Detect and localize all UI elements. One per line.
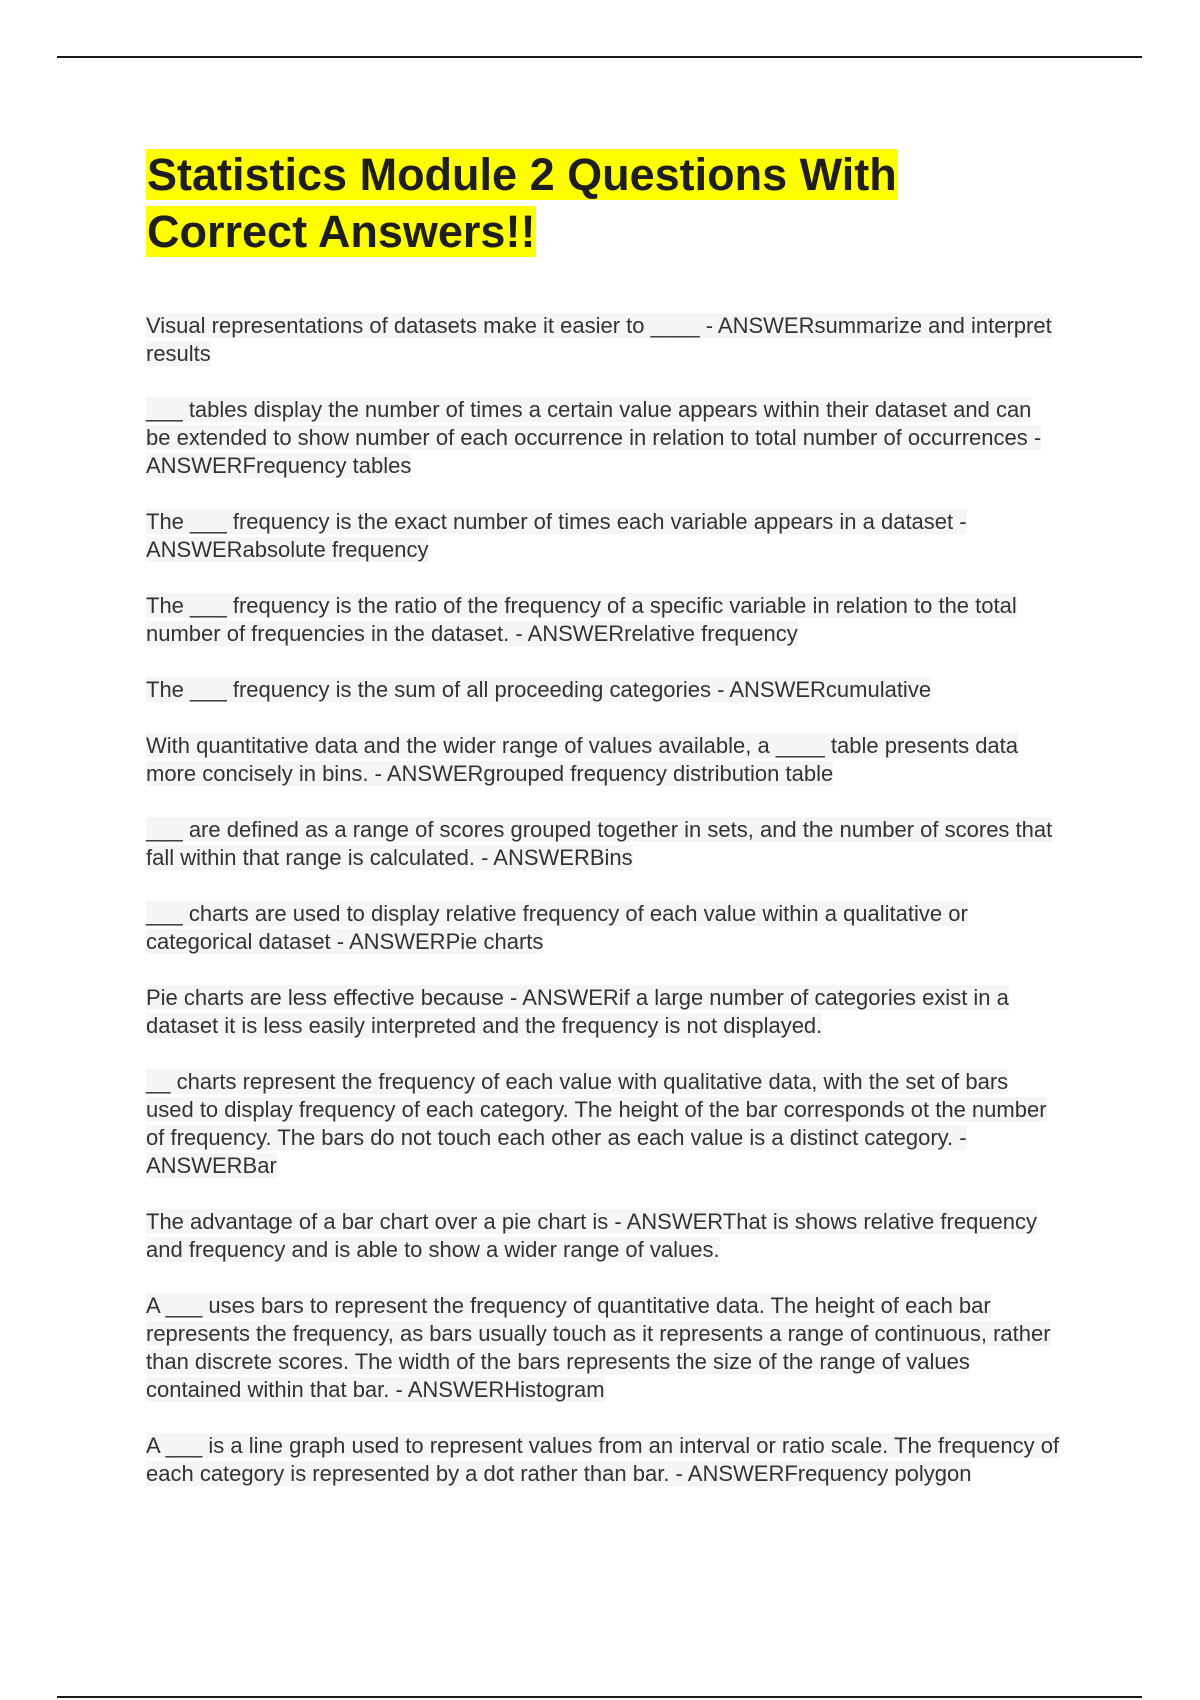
- title-text: Statistics Module 2 Questions With Correct Answers!!: [147, 149, 897, 257]
- qa-item: [146, 1208, 1061, 1264]
- qa-text: Pie charts are less effective because - ANSWERif a large number of categories exist in a dataset it is less easily interpreted and the frequency is not displayed.: [146, 985, 1009, 1038]
- qa-text: __ charts represent the frequency of each value with qualitative data, with the set of bars used to display frequency of each category. The height of the bar corresponds ot the number of frequency. The bars do not touch each other as each value is a distinct category. - ANSWERBar: [146, 1069, 1047, 1178]
- document-body: [146, 146, 1061, 1516]
- qa-item: [146, 732, 1061, 788]
- qa-text: With quantitative data and the wider range of values available, a ____ table presents data more concisely in bins. - ANSWERgrouped frequency distribution table: [146, 733, 1019, 786]
- qa-text: The ___ frequency is the exact number of times each variable appears in a dataset - ANSWERabsolute frequency: [146, 509, 967, 562]
- bottom-divider: [57, 1696, 1142, 1698]
- qa-text: ___ tables display the number of times a certain value appears within their dataset and can be extended to show number of each occurrence in relation to total number of occurrences - ANSWERFrequency tables: [146, 397, 1042, 478]
- qa-text: A ___ is a line graph used to represent values from an interval or ratio scale. The frequency of each category is represented by a dot rather than bar. - ANSWERFrequency polygon: [146, 1433, 1060, 1486]
- qa-item: [146, 396, 1061, 480]
- qa-item: [146, 676, 1061, 704]
- qa-text: ___ charts are used to display relative frequency of each value within a qualitative or categorical dataset - ANSWERPie charts: [146, 901, 968, 954]
- qa-item: [146, 508, 1061, 564]
- document-title: [146, 146, 1006, 260]
- qa-text: Visual representations of datasets make it easier to ____ - ANSWERsummarize and interpret results: [146, 313, 1052, 366]
- qa-item: [146, 816, 1061, 872]
- qa-text: The ___ frequency is the ratio of the frequency of a specific variable in relation to the total number of frequencies in the dataset. - ANSWERrelative frequency: [146, 593, 1017, 646]
- qa-item: [146, 1068, 1061, 1180]
- top-divider: [57, 56, 1142, 58]
- qa-item: [146, 312, 1061, 368]
- qa-item: [146, 1292, 1061, 1404]
- qa-text: ___ are defined as a range of scores grouped together in sets, and the number of scores that fall within that range is calculated. - ANSWERBins: [146, 817, 1053, 870]
- qa-text: The ___ frequency is the sum of all proceeding categories - ANSWERcumulative: [146, 677, 932, 702]
- qa-item: [146, 900, 1061, 956]
- qa-item: [146, 984, 1061, 1040]
- qa-text: A ___ uses bars to represent the frequency of quantitative data. The height of each bar represents the frequency, as bars usually touch as it represents a range of continuous, rather than discrete scores. The width of the bars represents the size of the range of values contained within that bar. - ANSWERHistogram: [146, 1293, 1051, 1402]
- qa-text: The advantage of a bar chart over a pie chart is - ANSWERThat is shows relative frequency and frequency and is able to show a wider range of values.: [146, 1209, 1038, 1262]
- qa-item: [146, 1432, 1061, 1488]
- qa-item: [146, 592, 1061, 648]
